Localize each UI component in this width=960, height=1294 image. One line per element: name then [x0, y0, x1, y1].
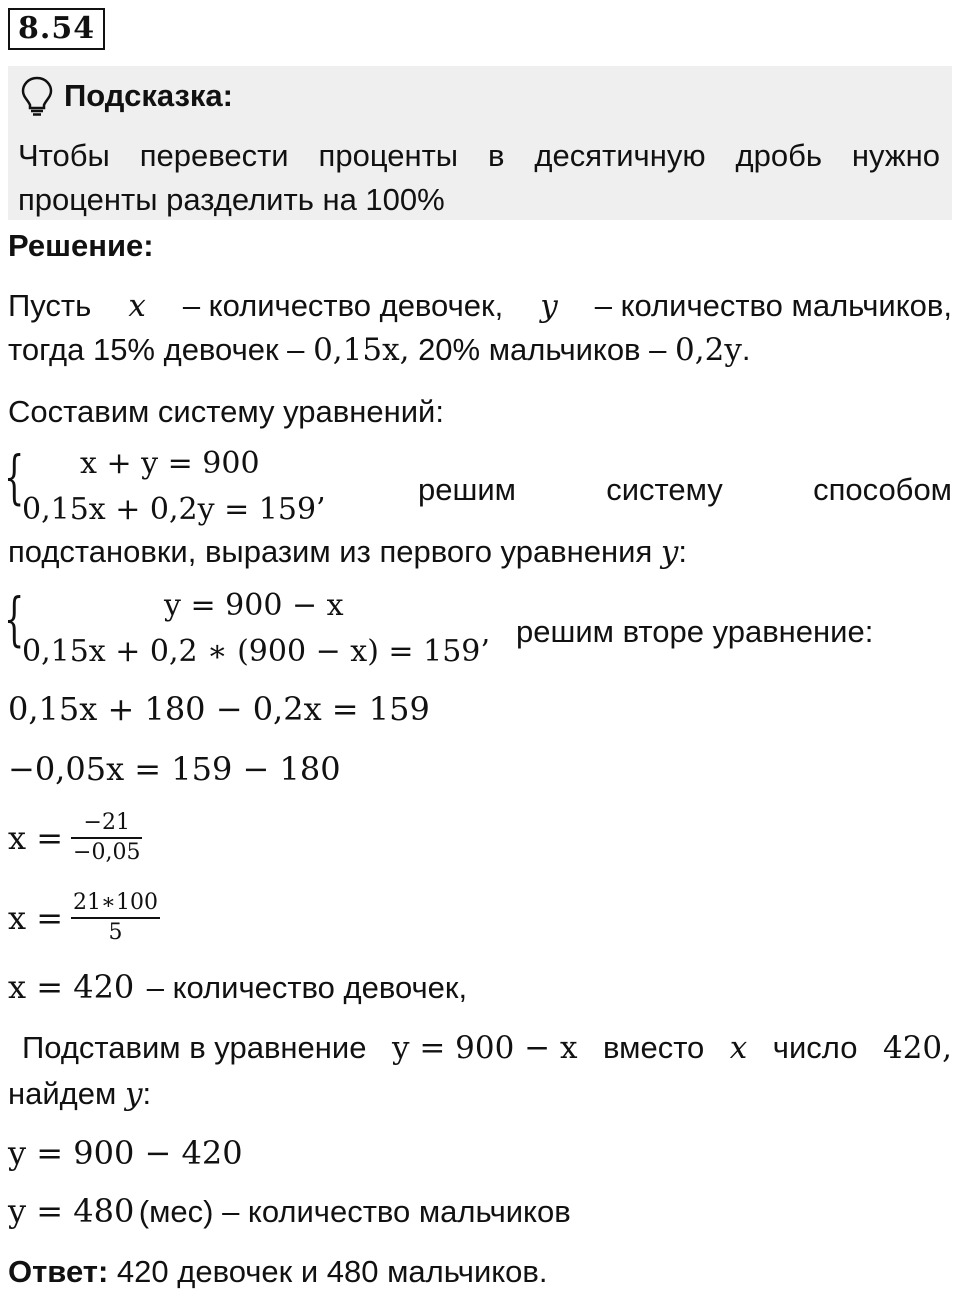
fraction-denominator: −0,05 — [73, 840, 141, 865]
var-y: y — [660, 534, 679, 570]
fraction-denominator: 5 — [108, 920, 123, 945]
intro-text: . — [741, 332, 751, 367]
intro-text: 20% мальчиков – — [418, 332, 667, 367]
system1-text: решим систему способом — [418, 472, 952, 507]
system2-text: решим вторе уравнение: — [516, 614, 874, 649]
hint-line-1: Чтобы перевести проценты в десятичную дробь нужно — [18, 138, 940, 173]
intro-line-2 — [8, 330, 750, 370]
substitution-text: подстановки, выразим из первого уравнения — [8, 534, 653, 569]
intro-text: – количество девочек, — [182, 288, 504, 323]
intro-text: Пусть — [8, 288, 92, 323]
final-step-2 — [8, 1190, 571, 1239]
substitute-text: вместо — [603, 1030, 705, 1065]
system1-eq1: x + y = 900 — [80, 446, 260, 481]
math-inline: 0,15x, — [313, 332, 410, 368]
system1-eq2: 0,15x + 0,2y = 159’ — [22, 492, 326, 527]
colon: : — [142, 1076, 152, 1111]
step-5 — [8, 966, 467, 1015]
number: 420, — [882, 1030, 952, 1066]
brace: { — [4, 585, 25, 653]
brace: { — [4, 443, 25, 511]
intro-text: тогда 15% девочек – — [8, 332, 305, 367]
system2-eq2: 0,15x + 0,2 ∗ (900 − x) = 159’ — [22, 634, 490, 669]
substitution-line — [8, 532, 687, 572]
step-3 — [8, 806, 142, 870]
math-inline: 0,2y — [675, 332, 742, 368]
step-lhs: x = — [8, 899, 64, 937]
step-lhs: x = — [8, 819, 64, 857]
answer-text: 420 девочек и 480 мальчиков. — [116, 1254, 548, 1289]
fraction-numerator: 21∗100 — [71, 889, 160, 919]
step-text: – количество девочек, — [146, 970, 468, 1005]
step-text: (мес) – количество мальчиков — [138, 1194, 571, 1229]
step-math: x = 420 — [8, 968, 135, 1006]
final-step-1: y = 900 − 420 — [8, 1134, 243, 1172]
fraction-numerator: −21 — [71, 809, 142, 839]
substitute-line-1 — [22, 1028, 952, 1068]
intro-text: – количество мальчиков, — [594, 288, 952, 323]
hint-line-2: проценты разделить на 100% — [18, 182, 445, 217]
intro-line-1 — [8, 286, 952, 326]
fraction — [71, 809, 142, 867]
step-4 — [8, 886, 160, 950]
substitute-text: число — [772, 1030, 858, 1065]
colon: : — [678, 534, 687, 569]
lightbulb-icon — [20, 76, 54, 116]
substitute-text: Подставим в уравнение — [22, 1030, 367, 1065]
fraction — [71, 889, 160, 947]
answer-label: Ответ: — [8, 1254, 109, 1289]
solution-label: Решение: — [8, 228, 154, 263]
step-2: −0,05x = 159 − 180 — [8, 750, 341, 788]
step-1: 0,15x + 180 − 0,2x = 159 — [8, 690, 430, 728]
var-x: x — [128, 288, 146, 324]
hint-title: Подсказка: — [64, 78, 233, 113]
var-x: x — [729, 1030, 748, 1066]
system2-eq1: y = 900 − x — [164, 588, 344, 623]
var-y: y — [124, 1076, 143, 1112]
compose-system: Составим систему уравнений: — [8, 394, 444, 429]
substitute-line-2 — [8, 1074, 151, 1114]
answer — [8, 1252, 548, 1292]
problem-number: 8.54 — [8, 8, 105, 50]
substitute-text: найдем — [8, 1076, 117, 1111]
math-inline: y = 900 − x — [391, 1030, 578, 1066]
step-math: y = 480 — [8, 1192, 135, 1230]
var-y: y — [540, 288, 558, 324]
